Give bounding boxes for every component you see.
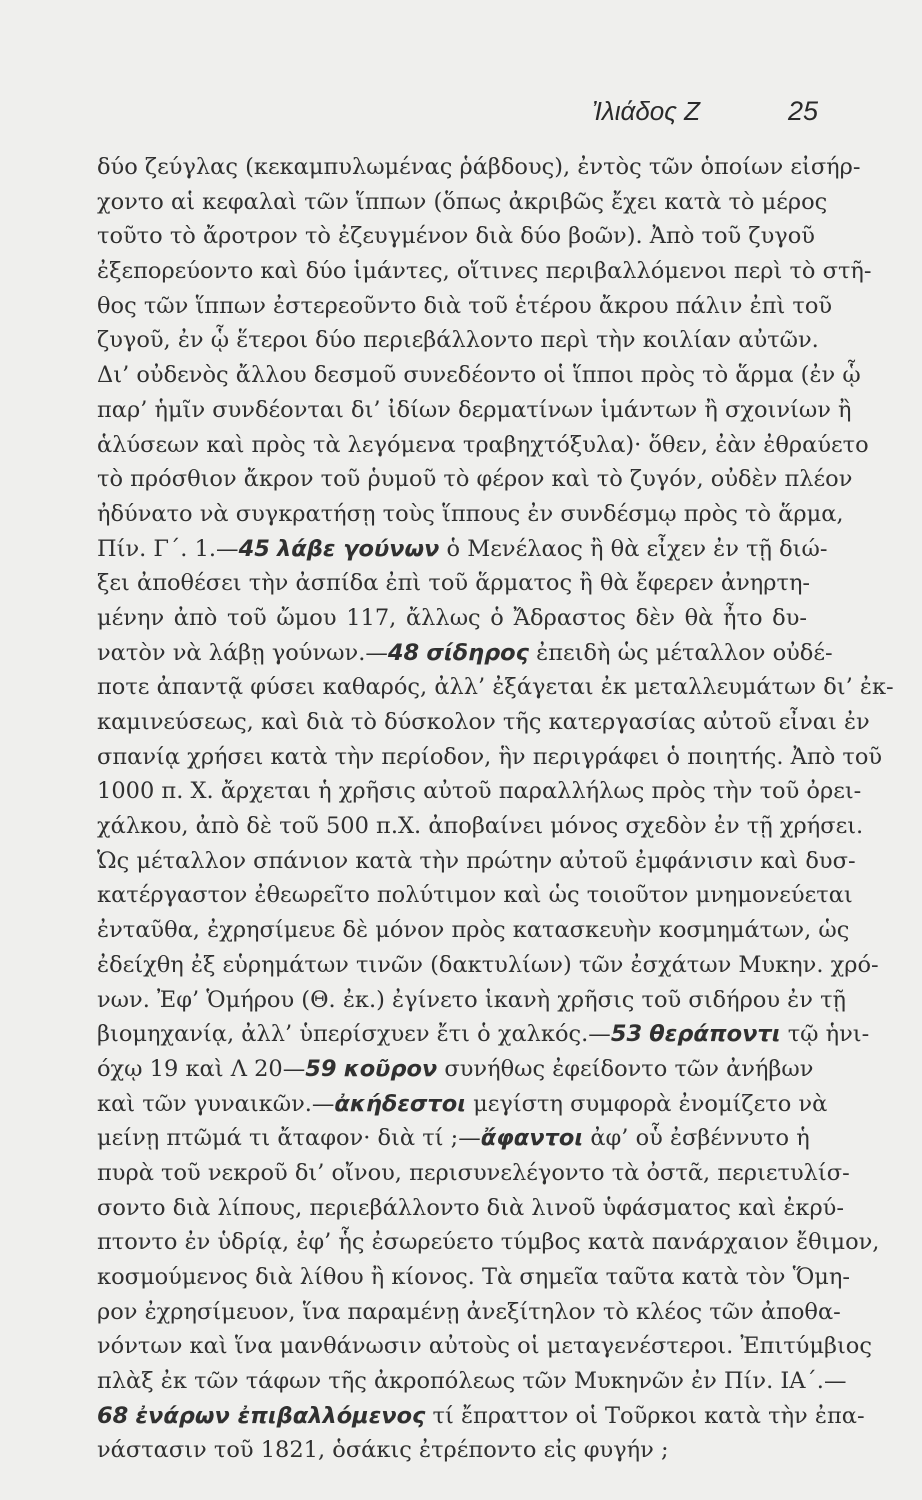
- verse-number: 68: [97, 1402, 129, 1429]
- text-segment: νων. Ἐφ’ Ὁμήρου (Θ. ἐκ.) ἐγίνετο ἱκανὴ χρῆσις τοῦ σιδήρου ἐν τῇ: [97, 986, 847, 1013]
- text-segment: μεγίστη συμφορὰ ἐνομίζετο νὰ: [465, 1090, 828, 1117]
- text-line: [97, 1329, 872, 1364]
- text-segment: ἐνταῦθα, ἐχρησίμευε δὲ μόνον πρὸς κατασκευὴν κοσμημάτων, ὡς: [97, 917, 850, 944]
- text-segment: χάλκου, ἀπὸ δὲ τοῦ 500 π.Χ. ἀποβαίνει μόνος σχεδὸν ἐν τῇ χρήσει.: [97, 813, 864, 840]
- commentary-text: [97, 150, 894, 1468]
- text-line: [97, 601, 807, 636]
- lemma-keyword: λάβε γούνων: [277, 535, 440, 562]
- text-line: [97, 1225, 880, 1260]
- text-line: [97, 948, 879, 983]
- verse-number: 48: [387, 639, 420, 666]
- text-line: [97, 254, 872, 289]
- lemma-keyword: σίδηρος: [426, 639, 529, 666]
- text-line: [97, 705, 870, 740]
- text-line: [97, 289, 833, 324]
- text-segment: [270, 536, 277, 562]
- text-line: [97, 774, 862, 809]
- text-segment: πλὰξ ἐκ τῶν τάφων τῆς ἀκροπόλεως τῶν Μυκηνῶν ἐν Πίν. ΙΑ΄.—: [97, 1368, 847, 1395]
- text-segment: παρ’ ἡμῖν συνδέονται δι’ ἰδίων δερματίνων ἱμάντων ἢ σχοινίων ἢ: [97, 396, 852, 423]
- text-segment: ὁ Μενέλαος ἢ θὰ εἶχεν ἐν τῇ διώ-: [439, 535, 828, 562]
- text-line: [97, 185, 828, 220]
- text-segment: ἐδείχθη ἐξ εὑρημάτων τινῶν (δακτυλίων) τῶν ἐσχάτων Μυκην. χρό-: [97, 951, 879, 978]
- lemma-keyword: ἄφαντοι: [480, 1125, 584, 1152]
- text-segment: ρον ἐχρησίμευον, ἵνα παραμένῃ ἀνεξίτηλον τὸ κλέος τῶν ἀποθα-: [97, 1298, 841, 1325]
- text-line: [97, 740, 883, 775]
- text-line: [97, 532, 828, 567]
- text-line: [97, 358, 861, 393]
- text-line: [97, 1052, 814, 1087]
- text-segment: Ὡς μέταλλον σπάνιον κατὰ τὴν πρώτην αὐτοῦ ἐμφάνισιν καὶ δυσ-: [97, 847, 856, 874]
- text-line: [97, 844, 856, 879]
- text-segment: καμινεύσεως, καὶ διὰ τὸ δύσκολον τῆς κατεργασίας αὐτοῦ εἶναι ἐν: [97, 709, 870, 735]
- text-segment: ζυγοῦ, ἐν ᾧ ἕτεροι δύο περιεβάλλοντο περὶ τὴν κοιλίαν αὐτῶν.: [97, 327, 819, 354]
- verse-number: 45: [238, 535, 270, 562]
- text-line: [97, 913, 850, 948]
- text-line: [97, 1017, 870, 1052]
- text-line: [97, 809, 864, 844]
- text-segment: χοντο αἱ κεφαλαὶ τῶν ἵππων (ὅπως ἀκριβῶς ἔχει κατὰ τὸ μέρος: [97, 188, 828, 215]
- text-segment: ἐξεπορεύοντο καὶ δύο ἱμάντες, οἵτινες περιβαλλόμενοι περὶ τὸ στῆ-: [97, 258, 872, 285]
- text-segment: μείνῃ πτῶμά τι ἄταφον· διὰ τί ;—: [97, 1125, 481, 1152]
- text-segment: 1000 π. Χ. ἄρχεται ἡ χρῆσις αὐτοῦ παραλλήλως πρὸς τὴν τοῦ ὀρει-: [97, 778, 862, 805]
- verse-number: 59: [305, 1055, 337, 1082]
- lemma-keyword: κοῦρον: [343, 1055, 438, 1082]
- text-segment: συνήθως ἐφείδοντο τῶν ἀνήβων: [437, 1055, 814, 1082]
- text-segment: ἁλύσεων καὶ πρὸς τὰ λεγόμενα τραβηχτόξυλα)· ὅθεν, ἐὰν ἐθραύετο: [97, 431, 869, 458]
- lemma-keyword: ἀκήδεστοι: [334, 1090, 466, 1117]
- text-line: [97, 566, 811, 601]
- text-segment: σπανίᾳ χρήσει κατὰ τὴν περίοδον, ἣν περιγράφει ὁ ποιητής. Ἀπὸ τοῦ: [97, 743, 883, 770]
- text-line: [97, 1156, 850, 1191]
- text-segment: μένην ἀπὸ τοῦ ὤμου 117, ἄλλως ὁ Ἄδραστος δὲν θὰ ἦτο δυ-: [97, 604, 807, 631]
- text-segment: ἠδύνατο νὰ συγκρατήσῃ τοὺς ἵππους ἐν συνδέσμῳ πρὸς τὸ ἅρμα,: [97, 500, 844, 527]
- text-line: [97, 1191, 844, 1226]
- verse-number: 53: [610, 1021, 643, 1048]
- text-segment: Πίν. Γ΄. 1.—: [97, 535, 239, 562]
- text-segment: ποτε ἀπαντᾷ φύσει καθαρός, ἀλλ’ ἐξάγεται ἐκ μεταλλευμάτων δι’ ἐκ-: [97, 674, 894, 701]
- page-header: [100, 96, 818, 132]
- text-segment: ἀφ’ οὗ ἐσβέννυτο ἡ: [583, 1125, 810, 1152]
- text-segment: θος τῶν ἵππων ἐστερεοῦντο διὰ τοῦ ἑτέρου ἄκρου πάλιν ἐπὶ τοῦ: [97, 292, 833, 319]
- text-segment: νόντων καὶ ἵνα μανθάνωσιν αὐτοὺς οἱ μεταγενέστεροι. Ἐπιτύμβιος: [97, 1333, 872, 1360]
- text-segment: τῷ ἡνι-: [780, 1021, 870, 1048]
- page-number: 25: [787, 96, 818, 126]
- text-line: [97, 497, 844, 532]
- text-line: [97, 636, 833, 671]
- text-line: [97, 462, 853, 497]
- text-line: [97, 150, 861, 185]
- text-line: [97, 1433, 807, 1468]
- text-line: [97, 428, 869, 463]
- text-segment: νάστασιν τοῦ 1821, ὁσάκις ἐτρέποντο εἰς φυγήν ;: [97, 1437, 669, 1464]
- text-segment: κοσμούμενος διὰ λίθου ἢ κίονος. Τὰ σημεῖα ταῦτα κατὰ τὸν Ὅμη-: [97, 1264, 851, 1290]
- text-segment: ξει ἀποθέσει τὴν ἀσπίδα ἐπὶ τοῦ ἅρματος ἢ θὰ ἔφερεν ἀνηρτη-: [97, 570, 811, 597]
- lemma-keyword: ἐνάρων ἐπιβαλλόμενος: [135, 1402, 426, 1429]
- text-segment: πτοντο ἐν ὑδρίᾳ, ἐφ’ ἧς ἐσωρεύετο τύμβος κατὰ πανάρχαιον ἔθιμον,: [97, 1229, 880, 1256]
- text-line: [97, 219, 815, 254]
- text-line: [97, 983, 847, 1018]
- text-segment: τὸ πρόσθιον ἄκρον τοῦ ῥυμοῦ τὸ φέρον καὶ τὸ ζυγόν, οὐδὲν πλέον: [97, 466, 853, 493]
- text-segment: [337, 1056, 344, 1082]
- text-line: [97, 323, 819, 358]
- text-line: [97, 878, 853, 913]
- text-line: [97, 393, 852, 428]
- text-segment: πυρὰ τοῦ νεκροῦ δι’ οἴνου, περισυνελέγοντο τὰ ὀστᾶ, περιετυλίσ-: [97, 1159, 850, 1186]
- lemma-keyword: θεράποντι: [649, 1021, 781, 1048]
- text-segment: Δι’ οὐδενὸς ἄλλου δεσμοῦ συνεδέοντο οἱ ἵπποι πρὸς τὸ ἅρμα (ἐν ᾧ: [97, 362, 861, 389]
- text-segment: κατέργαστον ἐθεωρεῖτο πολύτιμον καὶ ὡς τοιοῦτον μνημονεύεται: [97, 882, 853, 909]
- text-line: [97, 1399, 865, 1434]
- text-line: [97, 670, 894, 705]
- text-line: [97, 1121, 810, 1156]
- text-segment: καὶ τῶν γυναικῶν.—: [97, 1090, 335, 1117]
- text-segment: δύο ζεύγλας (κεκαμπυλωμένας ῥάβδους), ἐντὸς τῶν ὁποίων εἰσήρ-: [97, 154, 861, 180]
- text-segment: τί ἔπραττον οἱ Τοῦρκοι κατὰ τὴν ἐπα-: [425, 1402, 865, 1429]
- running-title: Ἰλιάδος Ζ: [592, 96, 700, 126]
- text-line: [97, 1364, 847, 1399]
- text-line: [97, 1260, 851, 1295]
- text-line: [97, 1295, 841, 1330]
- text-segment: σοντο διὰ λίπους, περιεβάλλοντο διὰ λινοῦ ὑφάσματος καὶ ἐκρύ-: [97, 1194, 844, 1221]
- text-segment: τοῦτο τὸ ἄροτρον τὸ ἐζευγμένον διὰ δύο βοῶν). Ἀπὸ τοῦ ζυγοῦ: [97, 223, 815, 250]
- text-segment: νατὸν νὰ λάβῃ γούνων.—: [97, 639, 388, 666]
- text-segment: βιομηχανίᾳ, ἀλλ’ ὑπερίσχυεν ἔτι ὁ χαλκός.—: [97, 1021, 611, 1048]
- text-segment: ἐπειδὴ ὡς μέταλλον οὐδέ-: [528, 639, 833, 666]
- text-segment: όχῳ 19 καὶ Λ 20—: [97, 1055, 306, 1082]
- text-line: [97, 1087, 828, 1122]
